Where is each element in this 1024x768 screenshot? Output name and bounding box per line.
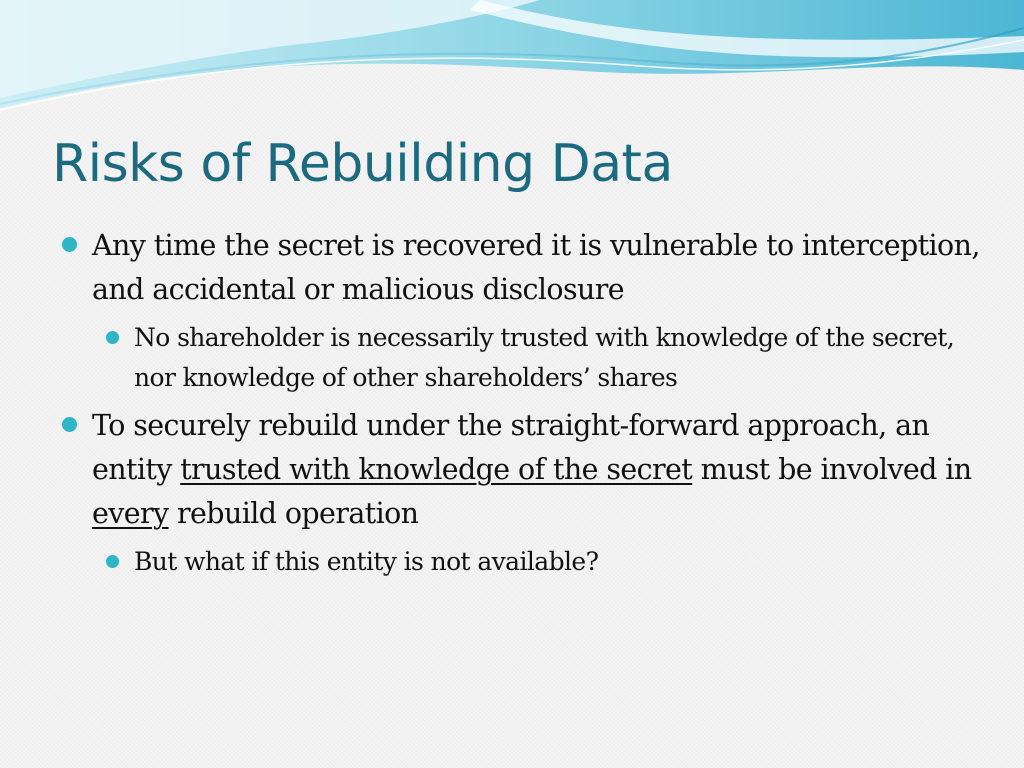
slide-title: Risks of Rebuilding Data <box>52 134 673 194</box>
bullet-text: Any time the secret is recovered it is vulnerable to interception, and accidental or malicious disclosure <box>92 229 980 306</box>
header-wave-decoration <box>0 0 1024 120</box>
bullet-item-2 <box>60 404 980 536</box>
slide-content <box>60 224 980 588</box>
bullet-text-part: must be involved in <box>692 453 972 486</box>
bullet-dot-icon <box>106 331 119 344</box>
underlined-word: every <box>92 497 169 530</box>
sub-bullet-text: No shareholder is necessarily trusted with knowledge of the secret, nor knowledge of other shareholders’ shares <box>134 323 955 392</box>
underlined-phrase: trusted with knowledge of the secret <box>180 453 693 486</box>
sub-bullet-text: But what if this entity is not available? <box>134 547 599 576</box>
bullet-dot-icon <box>62 417 77 432</box>
bullet-item-1 <box>60 224 980 312</box>
bullet-text-part: To securely rebuild under the straight-forward approach, an entity <box>92 409 930 486</box>
sub-bullet-item-1 <box>60 318 980 398</box>
bullet-text-part: rebuild operation <box>168 497 419 530</box>
sub-bullet-item-2 <box>60 542 980 582</box>
bullet-dot-icon <box>62 237 77 252</box>
bullet-dot-icon <box>106 555 119 568</box>
